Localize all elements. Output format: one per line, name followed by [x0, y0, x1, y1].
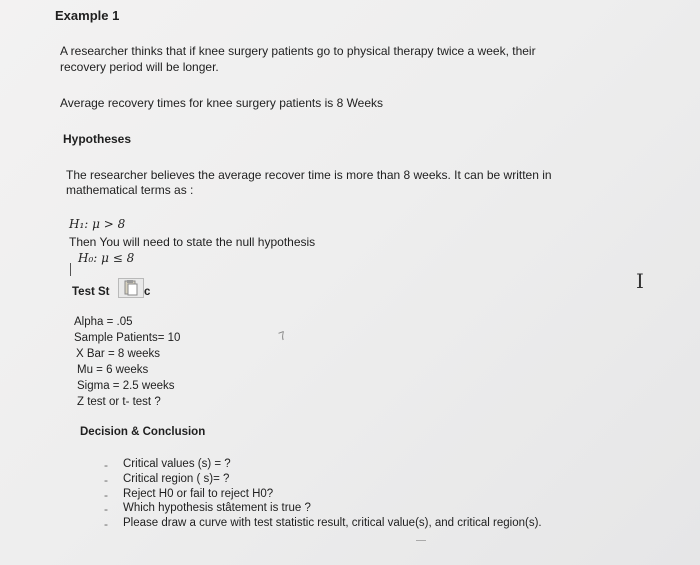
intro-line-2: recovery period will be longer. — [60, 60, 219, 74]
null-hypothesis: H₀: μ ≤ 8 — [78, 251, 135, 265]
param-sample-patients: Sample Patients= 10 — [74, 332, 181, 344]
bullet-marker: - — [104, 458, 108, 472]
belief-line-1: The researcher believes the average recover time is more than 8 weeks. It can be written in — [66, 168, 552, 182]
belief-line-2: mathematical terms as : — [66, 183, 194, 197]
paste-options-icon[interactable] — [118, 278, 144, 298]
param-alpha: Alpha = .05 — [74, 316, 133, 328]
param-mu: Mu = 6 weeks — [77, 364, 149, 376]
param-test-type: Z test or t- test ? — [77, 396, 161, 408]
param-x-bar: X Bar = 8 weeks — [76, 348, 161, 360]
i-beam-cursor-icon: I — [636, 269, 644, 293]
example-title: Example 1 — [55, 8, 120, 23]
bullet-draw-curve: Please draw a curve with test statistic result, critical value(s), and critical region(s). — [123, 517, 542, 529]
alternative-hypothesis: H₁: μ > 8 — [69, 217, 126, 231]
text-cursor-line — [70, 263, 71, 276]
test-statistic-label-right: c — [144, 286, 151, 298]
test-statistic-label-left: Test St — [72, 286, 110, 298]
bullet-critical-values: Critical values (s) = ? — [123, 458, 231, 470]
bullet-reject-h0: Reject H0 or fail to reject H0? — [123, 488, 274, 500]
stray-mark — [416, 540, 426, 541]
null-hypothesis-prompt: Then You will need to state the null hypothesis — [69, 235, 316, 249]
pen-mark: 7 — [276, 328, 288, 344]
intro-line-1: A researcher thinks that if knee surgery patients go to physical therapy twice a week, their — [60, 44, 536, 58]
bullet-marker: - — [104, 517, 108, 531]
param-sigma: Sigma = 2.5 weeks — [77, 380, 175, 392]
average-statement: Average recovery times for knee surgery patients is 8 Weeks — [60, 96, 384, 110]
bullet-critical-region: Critical region ( s)= ? — [123, 473, 230, 485]
bullet-marker: - — [104, 502, 108, 516]
bullet-marker: - — [104, 488, 108, 502]
hypotheses-heading: Hypotheses — [63, 132, 132, 146]
bullet-which-hypothesis: Which hypothesis stâtement is true ? — [123, 502, 311, 514]
bullet-marker: - — [104, 473, 108, 487]
decision-heading: Decision & Conclusion — [80, 426, 206, 438]
